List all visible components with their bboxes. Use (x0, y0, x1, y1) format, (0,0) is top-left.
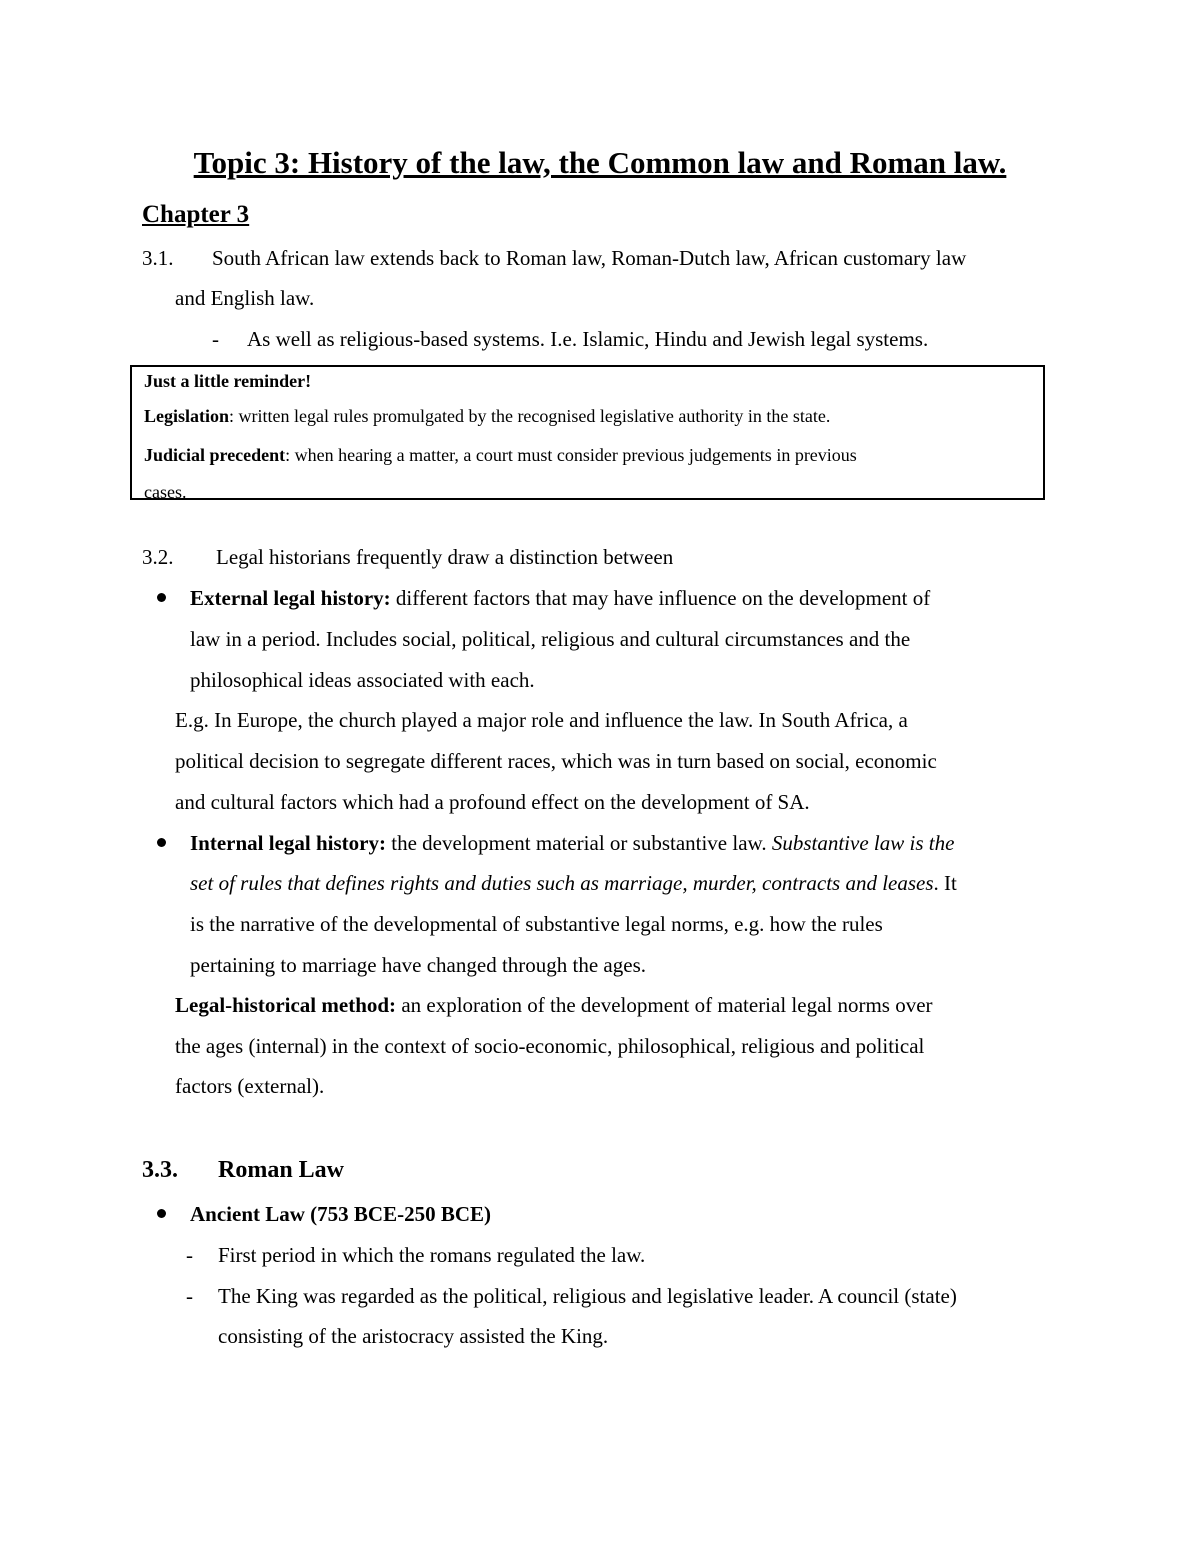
precedent-term: Judicial precedent (144, 445, 286, 465)
precedent-definition-2: cases. (144, 482, 187, 502)
internal-history-line2-end: . It (933, 871, 957, 895)
ancient-law-item2-line2: consisting of the aristocracy assisted the King. (218, 1324, 609, 1348)
section-3-1-number: 3.1. (142, 246, 174, 270)
reminder-heading: Just a little reminder! (144, 371, 312, 391)
ancient-law-item1: First period in which the romans regulated the law. (218, 1243, 646, 1267)
section-3-3-heading: Roman Law (218, 1157, 345, 1183)
internal-history-term: Internal legal history: (190, 831, 386, 855)
legislation-definition: : written legal rules promulgated by the recognised legislative authority in the state. (229, 406, 831, 426)
section-3-2-number: 3.2. (142, 545, 174, 569)
method-text: an exploration of the development of material legal norms over (396, 993, 933, 1017)
substantive-law-definition: set of rules that defines rights and duties such as marriage, murder, contracts and leases (190, 871, 934, 895)
method-line2: the ages (internal) in the context of socio-economic, philosophical, religious and political (175, 1034, 925, 1058)
section-3-1-dash: - (212, 327, 219, 351)
precedent-definition: : when hearing a matter, a court must consider previous judgements in previous (285, 445, 857, 465)
dash-2: - (186, 1284, 193, 1308)
external-history-line3: philosophical ideas associated with each. (190, 668, 535, 692)
external-history-term: External legal history: (190, 586, 391, 610)
reminder-box (130, 365, 1045, 500)
internal-history-line1 (190, 833, 954, 854)
section-3-3-number: 3.3. (142, 1157, 178, 1183)
ancient-law-heading: Ancient Law (753 BCE-250 BCE) (190, 1202, 492, 1226)
reminder-precedent (144, 446, 857, 464)
dash-1: - (186, 1243, 193, 1267)
method-term: Legal-historical method: (175, 993, 397, 1017)
internal-history-text: the development material or substantive law. (385, 831, 772, 855)
internal-history-line3: is the narrative of the developmental of substantive legal norms, e.g. how the rules (190, 912, 883, 936)
bullet-icon (157, 593, 166, 602)
external-history-line2: law in a period. Includes social, political, religious and cultural circumstances and the (190, 627, 911, 651)
section-3-2-intro: Legal historians frequently draw a distinction between (216, 545, 674, 569)
external-history-line1 (190, 588, 930, 609)
internal-history-line2 (190, 873, 957, 894)
example-line1: E.g. In Europe, the church played a major role and influence the law. In South Africa, a (175, 708, 908, 732)
reminder-legislation (144, 407, 830, 425)
bullet-icon (157, 838, 166, 847)
section-3-1-line1: South African law extends back to Roman law, Roman-Dutch law, African customary law (212, 246, 967, 270)
internal-history-line4: pertaining to marriage have changed through the ages. (190, 953, 646, 977)
method-line3: factors (external). (175, 1074, 325, 1098)
page-title: Topic 3: History of the law, the Common law and Roman law. (193, 145, 1007, 180)
example-line2: political decision to segregate different races, which was in turn based on social, economic (175, 749, 937, 773)
example-line3: and cultural factors which had a profound effect on the development of SA. (175, 790, 810, 814)
section-3-1-sub: As well as religious-based systems. I.e. Islamic, Hindu and Jewish legal systems. (247, 327, 929, 351)
ancient-law-item2-line1: The King was regarded as the political, religious and legislative leader. A council (state) (218, 1284, 957, 1308)
external-history-text: different factors that may have influence on the development of (390, 586, 931, 610)
bullet-icon (157, 1209, 166, 1218)
chapter-heading: Chapter 3 (142, 201, 250, 228)
legislation-term: Legislation (144, 406, 230, 426)
section-3-1-line2: and English law. (175, 286, 315, 310)
substantive-law-italic: Substantive law is the (771, 831, 955, 855)
method-line1 (175, 995, 933, 1016)
